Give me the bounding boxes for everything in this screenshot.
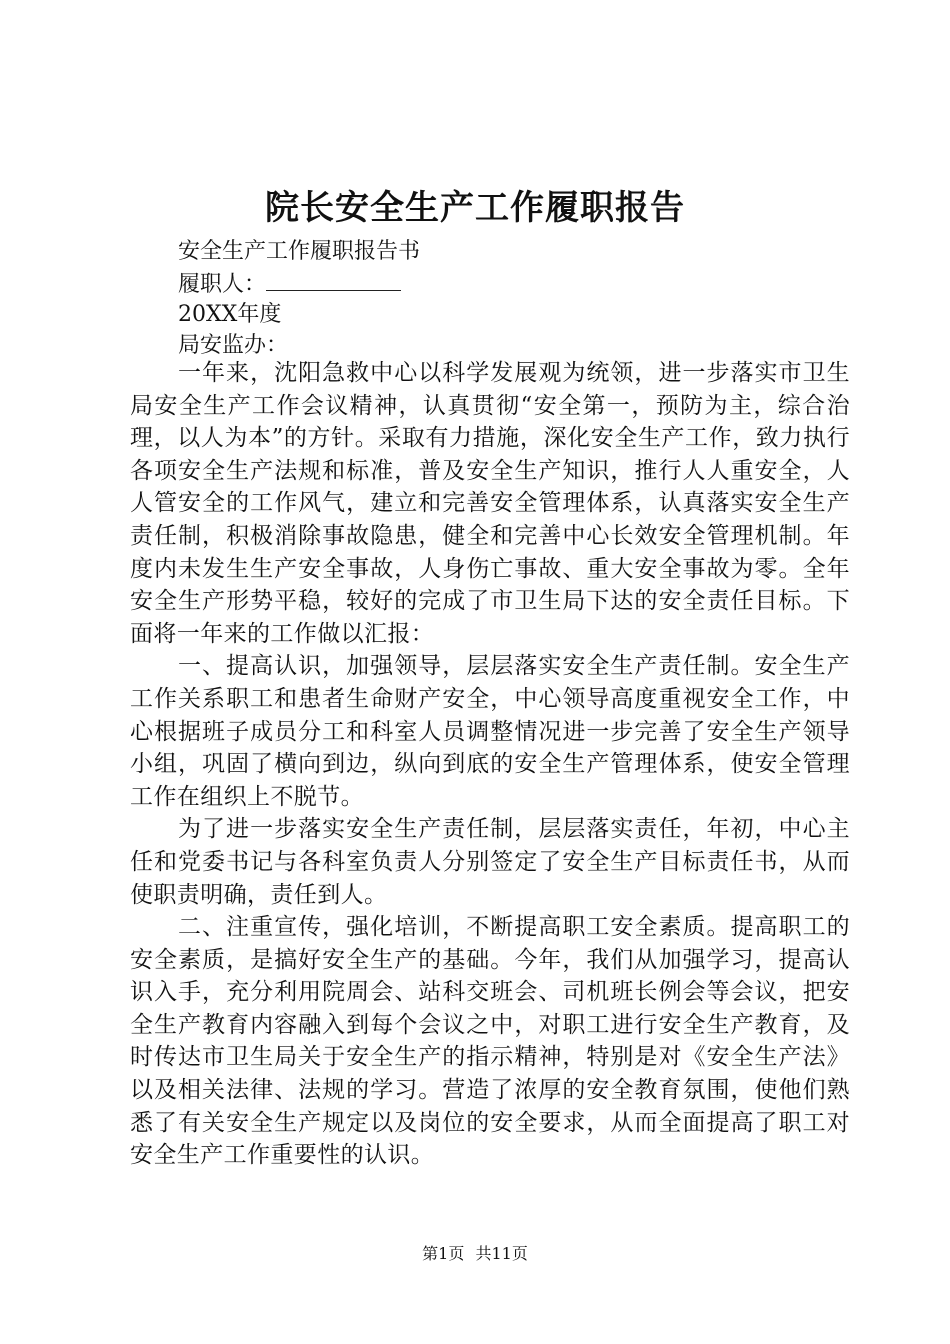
addressee: 局安监办： <box>178 333 289 358</box>
document-title: 院长安全生产工作履职报告 <box>265 188 685 228</box>
document-subtitle: 安全生产工作履职报告书 <box>178 239 421 264</box>
paragraph: 为了进一步落实安全生产责任制，层层落实责任，年初，中心主任和党委书记与各科室负责人分别签定了安全生产目标责任书，从而使职责明确，责任到人。 <box>130 816 850 908</box>
page-total: 共11页 <box>475 1244 528 1263</box>
paragraph: 二、注重宣传，强化培训，不断提高职工安全素质。提高职工的安全素质，是搞好安全生产的基础。今年，我们从加强学习，提高认识入手，充分利用院周会、站科交班会、司机班长例会等会议，把安全生产教育内容融入到每个会议之中，对职工进行安全生产教育，及时传达市卫生局关于安全生产的指示精神，特别是对《安全生产法》以及相关法律、法规的学习。营造了浓厚的安全教育氛围，使他们熟悉了有关安全生产规定以及岗位的安全要求，从而全面提高了职工对安全生产工作重要性的认识。 <box>130 914 850 1169</box>
report-year: 20XX年度 <box>178 302 282 327</box>
report-body <box>130 357 850 1172</box>
paragraph: 一、提高认识，加强领导，层层落实安全生产责任制。安全生产工作关系职工和患者生命财产安全，中心领导高度重视安全工作，中心根据班子成员分工和科室人员调整情况进一步完善了安全生产领导小组，巩固了横向到边，纵向到底的安全生产管理体系，使安全管理工作在组织上不脱节。 <box>130 653 850 810</box>
reporter-line <box>178 268 401 301</box>
paragraph: 一年来，沈阳急救中心以科学发展观为统领，进一步落实市卫生局安全生产工作会议精神，认真贯彻“安全第一，预防为主，综合治理，以人为本”的方针。采取有力措施，深化安全生产工作，致力执行各项安全生产法规和标准，普及安全生产知识，推行人人重安全，人人管安全的工作风气，建立和完善安全管理体系，认真落实安全生产责任制，积极消除事故隐患，健全和完善中心长效安全管理机制。年度内未发生生产安全事故，人身伤亡事故、重大安全事故为零。全年安全生产形势平稳，较好的完成了市卫生局下达的安全责任目标。下面将一年来的工作做以汇报： <box>130 360 850 647</box>
page-number: 第1页 <box>422 1244 465 1263</box>
page-footer <box>0 1244 950 1264</box>
reporter-blank-field <box>266 268 401 291</box>
reporter-label: 履职人： <box>178 272 267 297</box>
